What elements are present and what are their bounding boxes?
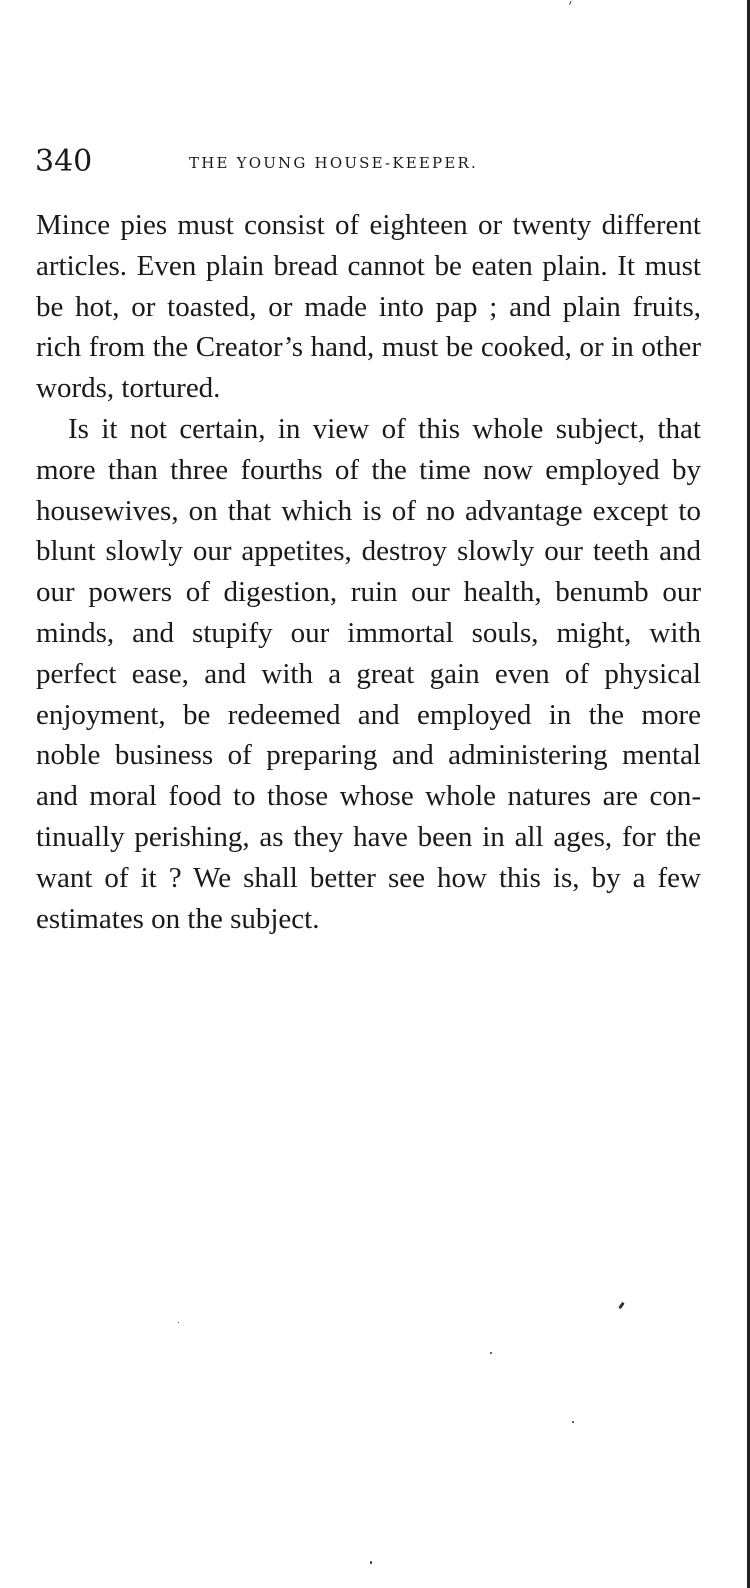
ink-speck xyxy=(370,1561,372,1564)
running-head xyxy=(35,142,715,186)
ink-speck xyxy=(618,1302,624,1309)
ink-speck xyxy=(490,1352,492,1354)
body-text xyxy=(36,205,701,939)
ink-speck xyxy=(572,1421,574,1423)
paragraph-2: Is it not certain, in view of this whole subject, that more than three fourths of the time now employed by housewives, on that which is of no advantage except to blunt slowly our appetites, destroy slowly our teeth and our powers of digestion, ruin our health, benumb our minds, and stupify our immortal souls, might, with perfect ease, and with a great gain even of physical enjoyment, be redeemed and employed in the more noble business of preparing and administering mental and moral food to those whose whole natures are continually perishing, as they have been in all ages, for the want of it ? We shall better see how this is, by a few estimates on the subject. xyxy=(36,412,701,935)
paragraph-1: Mince pies must consist of eighteen or twenty different articles. Even plain bread cannot be eaten plain. It must be hot, or toasted, or made into pap ; and plain fruits, rich from the Creator’s hand, must be cooked, or in other words, tortured. xyxy=(36,209,701,405)
page-number: 340 xyxy=(35,144,93,179)
running-title: THE YOUNG HOUSE-KEEPER. xyxy=(189,154,478,172)
ink-speck xyxy=(178,1322,179,1323)
top-edge-mark xyxy=(565,0,571,5)
